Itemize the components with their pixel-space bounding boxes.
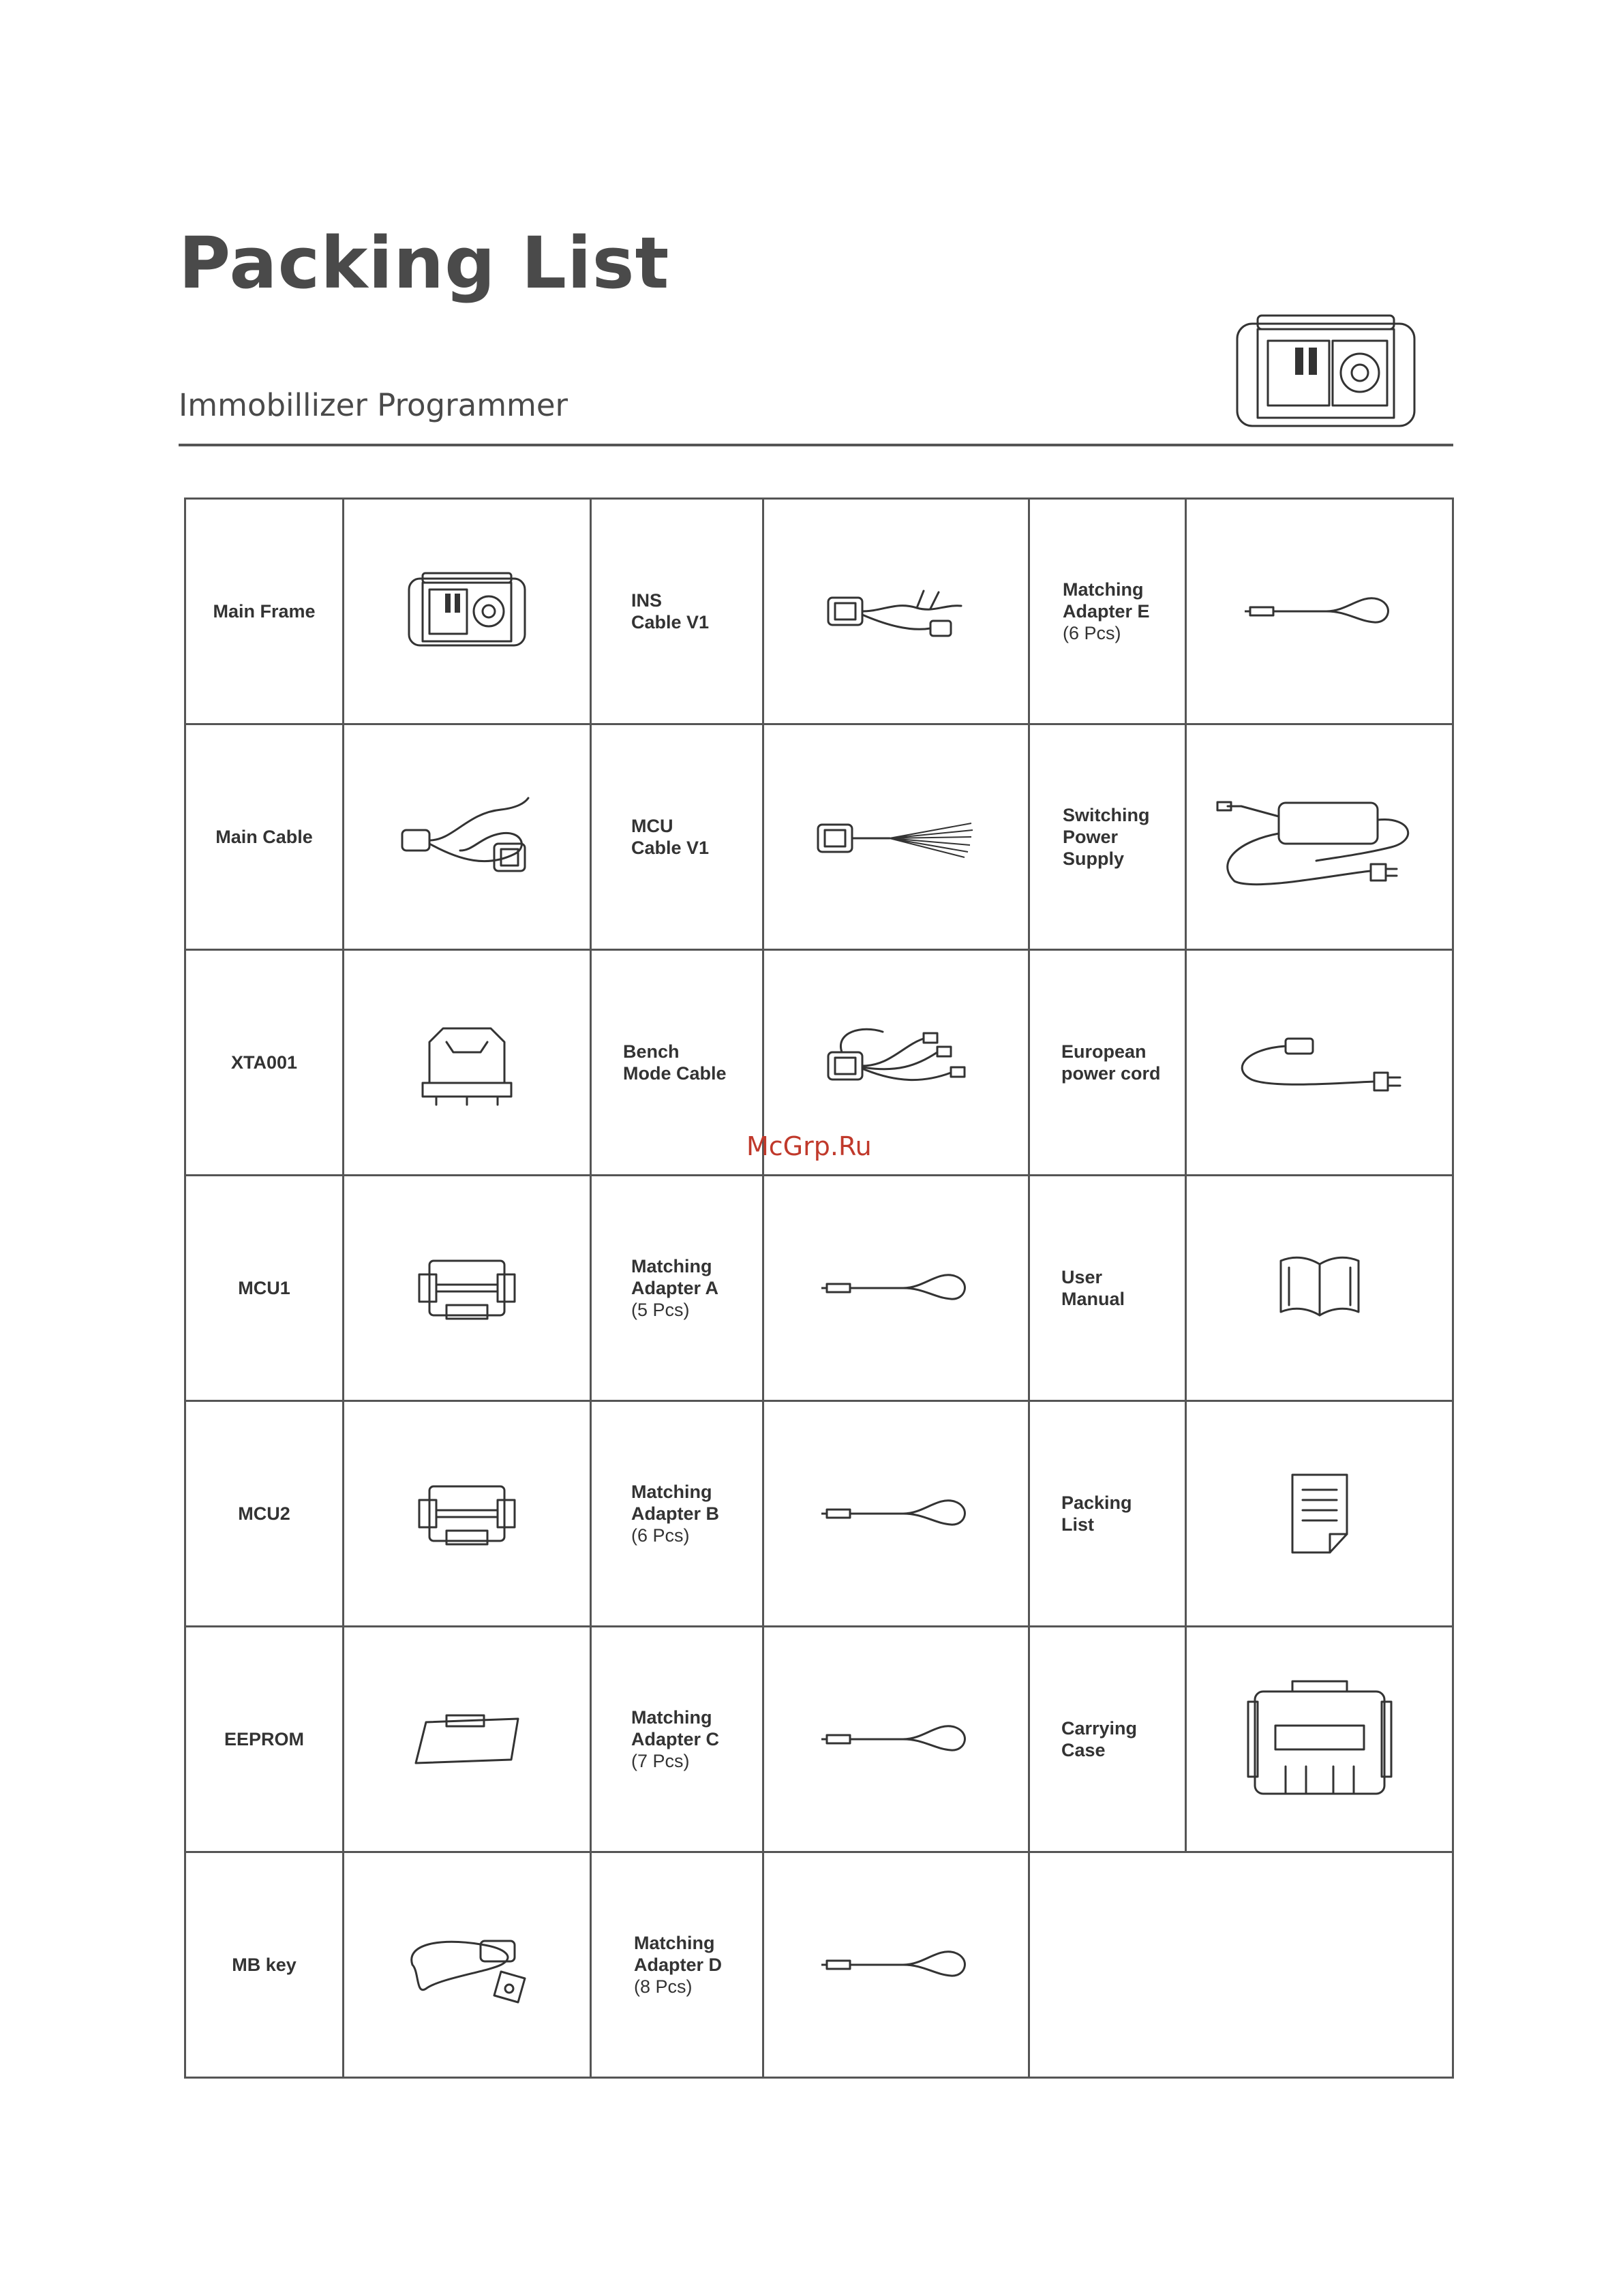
eeprom-board-icon xyxy=(344,1627,591,1852)
table-row xyxy=(185,724,1453,950)
book-icon xyxy=(1186,1176,1453,1401)
document-icon xyxy=(1186,1401,1453,1627)
page-subtitle: Immobillizer Programmer xyxy=(179,387,568,423)
table-row xyxy=(185,1627,1453,1852)
empty-cell xyxy=(1029,1852,1453,2078)
main-frame-icon xyxy=(344,499,591,724)
item-label: MCU2 xyxy=(185,1401,344,1627)
item-label: MCU1 xyxy=(185,1176,344,1401)
item-label: Packing List xyxy=(1029,1401,1186,1627)
main-cable-icon xyxy=(344,724,591,950)
item-label: XTA001 xyxy=(185,950,344,1176)
ins-cable-icon xyxy=(763,499,1029,724)
table-row xyxy=(185,1852,1453,2078)
matching-adapter-icon xyxy=(763,1401,1029,1627)
xta001-adapter-icon xyxy=(344,950,591,1176)
power-supply-icon xyxy=(1186,724,1453,950)
item-label: Main Cable xyxy=(185,724,344,950)
item-label: MCU Cable V1 xyxy=(591,724,763,950)
item-label: Matching Adapter A (5 Pcs) xyxy=(591,1176,763,1401)
item-label: MB key xyxy=(185,1852,344,2078)
item-label: Matching Adapter C (7 Pcs) xyxy=(591,1627,763,1852)
mcu-adapter-icon xyxy=(344,1401,591,1627)
mcu-cable-icon xyxy=(763,724,1029,950)
programmer-device-icon xyxy=(1230,310,1421,433)
matching-adapter-icon xyxy=(763,1852,1029,2078)
item-label: European power cord xyxy=(1029,950,1186,1176)
item-label: Matching Adapter E (6 Pcs) xyxy=(1029,499,1186,724)
header-divider xyxy=(179,444,1453,446)
table-row xyxy=(185,1401,1453,1627)
item-label: Carrying Case xyxy=(1029,1627,1186,1852)
power-cord-icon xyxy=(1186,950,1453,1176)
item-label: EEPROM xyxy=(185,1627,344,1852)
item-label: Matching Adapter B (6 Pcs) xyxy=(591,1401,763,1627)
item-label: Matching Adapter D (8 Pcs) xyxy=(591,1852,763,2078)
item-label: Switching Power Supply xyxy=(1029,724,1186,950)
table-row xyxy=(185,1176,1453,1401)
packing-list-table xyxy=(184,498,1454,2079)
mb-key-cable-icon xyxy=(344,1852,591,2078)
matching-adapter-icon xyxy=(763,1176,1029,1401)
carrying-case-icon xyxy=(1186,1627,1453,1852)
matching-adapter-icon xyxy=(763,1627,1029,1852)
mcu-adapter-icon xyxy=(344,1176,591,1401)
watermark: McGrp.Ru xyxy=(746,1131,872,1161)
item-label: Main Frame xyxy=(185,499,344,724)
table-row xyxy=(185,499,1453,724)
item-label: User Manual xyxy=(1029,1176,1186,1401)
item-label: INS Cable V1 xyxy=(591,499,763,724)
page-title: Packing List xyxy=(179,221,670,305)
item-label: Bench Mode Cable xyxy=(591,950,763,1176)
matching-adapter-icon xyxy=(1186,499,1453,724)
